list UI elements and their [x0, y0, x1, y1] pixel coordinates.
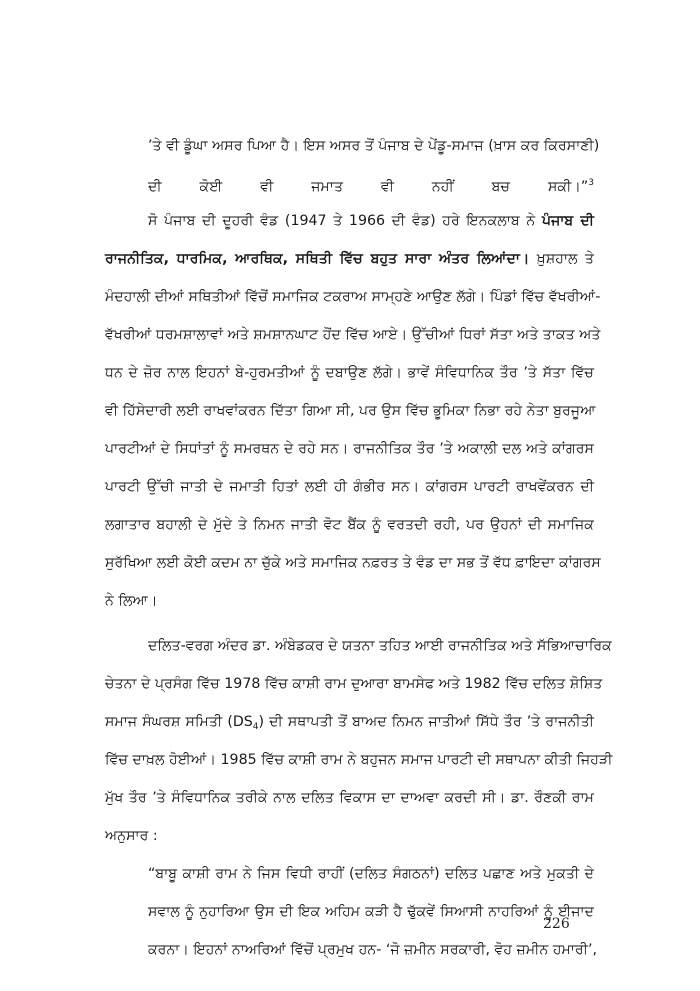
paragraph-1-text: ਖ਼ੁਸ਼ਹਾਲ ਤੇ	[529, 251, 595, 267]
paragraph-1-line-2	[105, 249, 594, 269]
paragraph-1-text: ਸੋ ਪੰਜਾਬ ਦੀ ਦੂਹਰੀ ਵੰਡ (1947 ਤੇ 1966 ਦੀ ਵੰਡ) ਹਰੇ ਇਨਕਲਾਬ ਨੇ	[148, 213, 542, 229]
bold-phrase: ਪੰਜਾਬ ਦੀ	[541, 213, 594, 229]
bold-phrase: ਰਾਜਨੀਤਿਕ, ਧਾਰਮਿਕ, ਆਰਥਿਕ, ਸਥਿਤੀ ਵਿੱਚ ਬਹੁਤ ਸਾਰਾ ਅੰਤਰ ਲਿਆਂਦਾ।	[105, 251, 530, 267]
paragraph-1-line-9: ਲਗਾਤਾਰ ਬਹਾਲੀ ਦੇ ਮੁੱਦੇ ਤੇ ਨਿਮਨ ਜਾਤੀ ਵੋਟ ਬੈਂਕ ਨੂੰ ਵਰਤਦੀ ਰਹੀ, ਪਰ ਉਹਨਾਂ ਦੀ ਸਮਾਜਿਕ	[105, 517, 594, 533]
quote-line-2	[148, 173, 594, 197]
paragraph-1-line-8: ਪਾਰਟੀ ਉੱਚੀ ਜਾਤੀ ਦੇ ਜਮਾਤੀ ਹਿਤਾਂ ਲਈ ਹੀ ਗੰਭੀਰ ਸਨ। ਕਾਂਗਰਸ ਪਾਰਟੀ ਰਾਖਵੇਂਕਰਨ ਦੀ	[105, 479, 594, 495]
blockquote-line-2: ਸਵਾਲ ਨੂੰ ਨੁਹਾਰਿਆ ਉਸ ਦੀ ਇਕ ਅਹਿਮ ਕੜੀ ਹੈ ਢੁੱਕਵੇਂ ਸਿਆਸੀ ਨਾਹਰਿਆਂ ਨੂੰ ਈਜਾਦ	[148, 904, 594, 920]
paragraph-1-line-3: ਮੰਦਹਾਲੀ ਦੀਆਂ ਸਥਿਤੀਆਂ ਵਿੱਚੋਂ ਸਮਾਜਿਕ ਟਕਰਾਅ ਸਾਮ੍ਹਣੇ ਆਉਣ ਲੱਗੇ। ਪਿੰਡਾਂ ਵਿੱਚ ਵੱਖਰੀਆਂ-	[105, 289, 601, 305]
paragraph-2-line-6: ਅਨੁਸਾਰ :	[105, 828, 158, 844]
paragraph-2-text: ) ਦੀ ਸਥਾਪਤੀ ਤੋਂ ਬਾਅਦ ਨਿਮਨ ਜਾਤੀਆਂ ਸਿੱਧੇ ਤੌਰ ’ਤੇ ਰਾਜਨੀਤੀ	[258, 714, 595, 730]
footnote-ref: 3	[588, 178, 594, 188]
subscript: 4	[252, 722, 259, 732]
paragraph-1-line-7: ਪਾਰਟੀਆਂ ਦੇ ਸਿਧਾਂਤਾਂ ਨੂੰ ਸਮਰਥਨ ਦੇ ਰਹੇ ਸਨ। ਰਾਜਨੀਤਿਕ ਤੌਰ ’ਤੇ ਅਕਾਲੀ ਦਲ ਅਤੇ ਕਾਂਗਰਸ	[105, 441, 594, 457]
paragraph-2-line-5: ਮੁੱਖ ਤੌਰ ’ਤੇ ਸੰਵਿਧਾਨਿਕ ਤਰੀਕੇ ਨਾਲ ਦਲਿਤ ਵਿਕਾਸ ਦਾ ਦਾਅਵਾ ਕਰਦੀ ਸੀ। ਡਾ. ਰੌਣਕੀ ਰਾਮ	[105, 790, 594, 806]
blockquote-line-3: ਕਰਨਾ। ਇਹਨਾਂ ਨਾਅਰਿਆਂ ਵਿੱਚੋਂ ਪ੍ਰਮੁਖ ਹਨ- ‘ਜੋ ਜ਼ਮੀਨ ਸਰਕਾਰੀ, ਵੋਹ ਜ਼ਮੀਨ ਹਮਾਰੀ’,	[148, 942, 598, 958]
paragraph-1-line-11: ਨੇ ਲਿਆ।	[105, 593, 158, 609]
paragraph-2-line-4: ਵਿੱਚ ਦਾਖ਼ਲ ਹੋਈਆਂ। 1985 ਵਿੱਚ ਕਾਸ਼ੀ ਰਾਮ ਨੇ ਬਹੁਜਨ ਸਮਾਜ ਪਾਰਟੀ ਦੀ ਸਥਾਪਨਾ ਕੀਤੀ ਜਿਹੜੀ	[105, 752, 613, 768]
paragraph-2-line-3	[105, 712, 594, 737]
paragraph-1-line-4: ਵੱਖਰੀਆਂ ਧਰਮਸ਼ਾਲਾਵਾਂ ਅਤੇ ਸ਼ਮਸ਼ਾਨਘਾਟ ਹੋਂਦ ਵਿੱਚ ਆਏ। ਉੱਚੀਆਂ ਧਿਰਾਂ ਸੱਤਾ ਅਤੇ ਤਾਕਤ ਅਤੇ	[105, 327, 601, 343]
paragraph-1-line-1	[148, 211, 594, 231]
blockquote-line-1: “ਬਾਬੂ ਕਾਸ਼ੀ ਰਾਮ ਨੇ ਜਿਸ ਵਿਧੀ ਰਾਹੀਂ (ਦਲਿਤ ਸੰਗਠਨਾਂ) ਦਲਿਤ ਪਛਾਣ ਅਤੇ ਮੁਕਤੀ ਦੇ	[148, 866, 594, 882]
paragraph-1-line-6: ਵੀ ਹਿੱਸੇਦਾਰੀ ਲਈ ਰਾਖਵਾਂਕਰਨ ਦਿੱਤਾ ਗਿਆ ਸੀ, ਪਰ ਉਸ ਵਿੱਚ ਭੂਮਿਕਾ ਨਿਭਾ ਰਹੇ ਨੇਤਾ ਬੁਰਜੂਆ	[105, 403, 596, 419]
quote-end-text: ਦੀ ਕੋਈ ਵੀ ਜਮਾਤ ਵੀ ਨਹੀਂ ਬਚ ਸਕੀ।”	[148, 179, 589, 195]
paragraph-2-text: ਸਮਾਜ ਸੰਘਰਸ਼ ਸਮਿਤੀ (DS	[105, 714, 253, 730]
paragraph-2-line-2: ਚੇਤਨਾ ਦੇ ਪ੍ਰਸੰਗ ਵਿੱਚ 1978 ਵਿੱਚ ਕਾਸ਼ੀ ਰਾਮ ਦੁਆਰਾ ਬਾਮਸੇਫ ਅਤੇ 1982 ਵਿੱਚ ਦਲਿਤ ਸ਼ੋਸ਼ਿਤ	[105, 676, 603, 692]
paragraph-2-line-1: ਦਲਿਤ-ਵਰਗ ਅੰਦਰ ਡਾ. ਅੰਬੇਡਕਰ ਦੇ ਯਤਨਾ ਤਹਿਤ ਆਈ ਰਾਜਨੀਤਿਕ ਅਤੇ ਸੱਭਿਆਚਾਰਿਕ	[148, 638, 612, 654]
page-number: 226	[543, 916, 570, 932]
quote-line-1: ’ਤੇ ਵੀ ਡੂੰਘਾ ਅਸਰ ਪਿਆ ਹੈ। ਇਸ ਅਸਰ ਤੋਂ ਪੰਜਾਬ ਦੇ ਪੇਂਡੂ-ਸਮਾਜ (ਖ਼ਾਸ ਕਰ ਕਿਰਸਾਣੀ)	[148, 138, 600, 154]
paragraph-1-line-10: ਸੁਰੱਖਿਆ ਲਈ ਕੋਈ ਕਦਮ ਨਾ ਚੁੱਕੇ ਅਤੇ ਸਮਾਜਿਕ ਨਫ਼ਰਤ ਤੇ ਵੰਡ ਦਾ ਸਭ ਤੋਂ ਵੱਧ ਫ਼ਾਇਦਾ ਕਾਂਗਰਸ	[105, 555, 601, 571]
paragraph-1-line-5: ਧਨ ਦੇ ਜ਼ੋਰ ਨਾਲ ਇਹਨਾਂ ਬੇ-ਹੁਰਮਤੀਆਂ ਨੂੰ ਦਬਾਉਣ ਲੱਗੇ। ਭਾਵੇਂ ਸੰਵਿਧਾਨਿਕ ਤੌਰ ’ਤੇ ਸੱਤਾ ਵਿੱਚ	[105, 365, 594, 381]
